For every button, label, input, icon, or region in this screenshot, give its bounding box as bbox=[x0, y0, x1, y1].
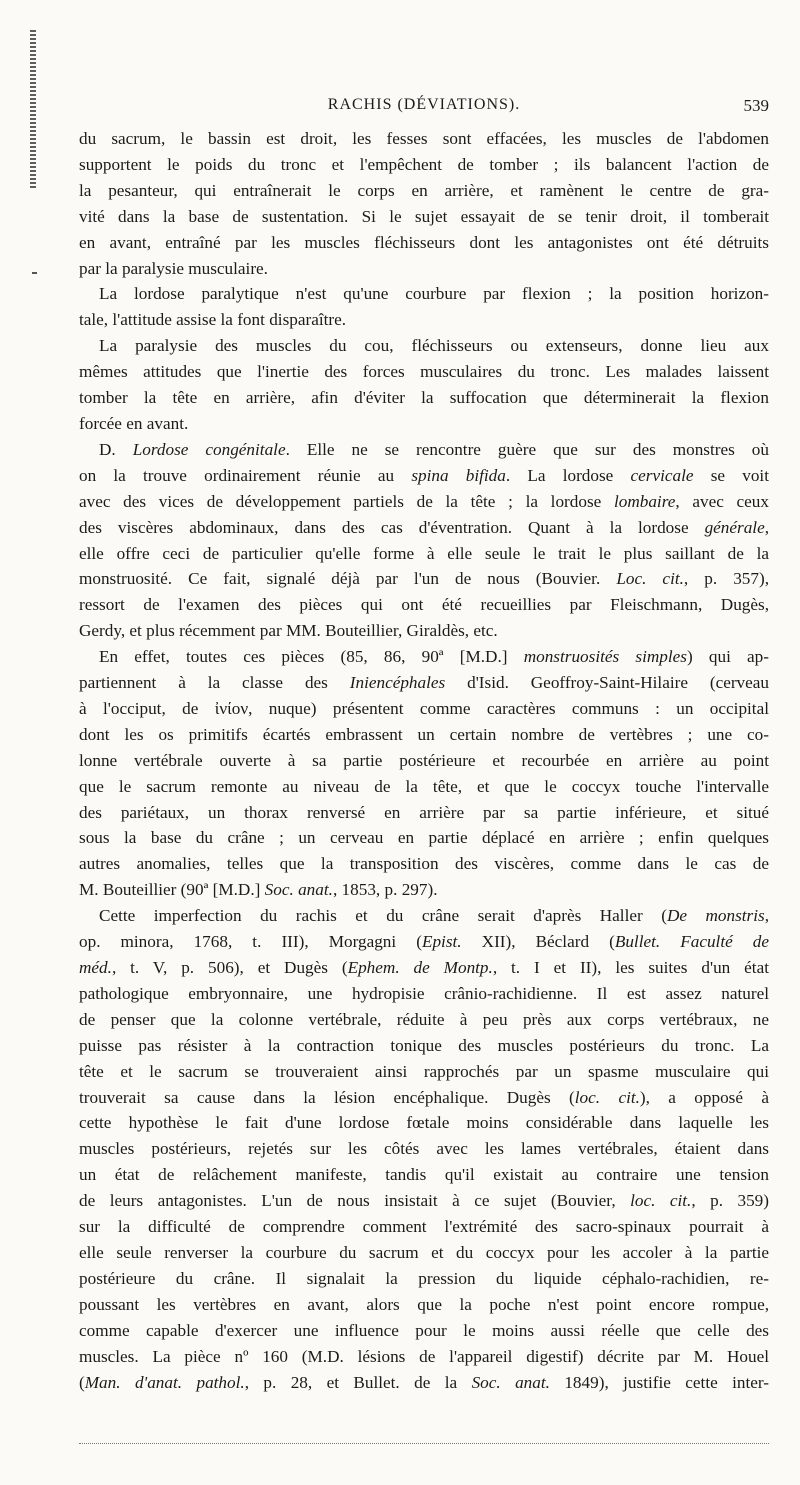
text-line: tête et le sacrum se trouveraient ainsi rapprochés par un spasme musculaire qui bbox=[79, 1061, 769, 1081]
text-line: D. Lordose congénitale. Elle ne se rencontre guère que sur des monstres où bbox=[99, 439, 769, 459]
running-title: RACHIS (DÉVIATIONS). bbox=[327, 96, 521, 113]
text-line: elle seule renverser la courbure du sacrum et du coccyx pour les accoler à la partie bbox=[79, 1242, 769, 1262]
body-text bbox=[79, 126, 769, 1395]
footer-rule bbox=[79, 1443, 769, 1444]
text-line: postérieure du crâne. Il signalait la pression du liquide céphalo-rachidien, re- bbox=[79, 1268, 769, 1288]
text-line: trouverait sa cause dans la lésion encéphalique. Dugès (loc. cit.), a opposé à bbox=[79, 1087, 769, 1107]
text-line: dont les os primitifs écartés embrassent un certain nombre de vertèbres ; une co- bbox=[79, 724, 769, 744]
text-line: des viscères abdominaux, dans des cas d'éventration. Quant à la lordose générale, bbox=[79, 517, 769, 537]
scan-edge-dot bbox=[32, 272, 37, 274]
text-line: des pariétaux, un thorax renversé en arrière par sa partie inférieure, et situé bbox=[79, 802, 769, 822]
text-line: tale, l'attitude assise la font disparaître. bbox=[79, 310, 347, 330]
text-line: de leurs antagonistes. L'un de nous insistait à ce sujet (Bouvier, loc. cit., p. 359) bbox=[79, 1191, 769, 1211]
text-line: que le sacrum remonte au niveau de la tête, et que le coccyx touche l'intervalle bbox=[79, 776, 769, 796]
text-line: ressort de l'examen des pièces qui ont été recueillies par Fleischmann, Dugès, bbox=[79, 595, 769, 615]
text-line: elle offre ceci de particulier qu'elle forme à elle seule le trait le plus saillant de la bbox=[79, 543, 769, 563]
text-line: avec des vices de développement partiels de la tête ; la lordose lombaire, avec ceux bbox=[79, 491, 769, 511]
text-line: La paralysie des muscles du cou, fléchisseurs ou extenseurs, donne lieu aux bbox=[99, 336, 769, 356]
text-line: un état de relâchement manifeste, tandis qu'il existait au contraire une tension bbox=[79, 1165, 769, 1185]
text-line: forcée en avant. bbox=[79, 413, 189, 433]
text-line: méd., t. V, p. 506), et Dugès (Ephem. de Montp., t. I et II), les suites d'un état bbox=[79, 958, 769, 977]
text-line: par la paralysie musculaire. bbox=[79, 258, 268, 278]
text-line: supportent le poids du tronc et l'empêchent de tomber ; ils balancent l'action de bbox=[79, 154, 769, 174]
text-line: on la trouve ordinairement réunie au spina bifida. La lordose cervicale se voit bbox=[79, 465, 769, 485]
text-line: (Man. d'anat. pathol., p. 28, et Bullet. de la Soc. anat. 1849), justifie cette inter- bbox=[79, 1372, 770, 1392]
text-line: sous la base du crâne ; un cerveau en partie déplacé en arrière ; enfin quelques bbox=[79, 828, 769, 848]
text-line: à l'occiput, de ἰνίον, nuque) présentent comme caractères communs : un occipital bbox=[79, 698, 769, 718]
text-line: la pesanteur, qui entraînerait le corps en arrière, et ramènent le centre de gra- bbox=[79, 180, 769, 200]
text-line: puisse pas résister à la contraction tonique des muscles postérieurs du tronc. La bbox=[79, 1035, 769, 1055]
text-line: monstruosité. Ce fait, signalé déjà par l'un de nous (Bouvier. Loc. cit., p. 357), bbox=[79, 569, 770, 589]
text-line: La lordose paralytique n'est qu'une courbure par flexion ; la position horizon- bbox=[99, 284, 769, 304]
text-line: op. minora, 1768, t. III), Morgagni (Epist. XII), Béclard (Bullet. Faculté de bbox=[79, 932, 770, 952]
text-line: poussant les vertèbres en avant, alors que la poche n'est point encore rompue, bbox=[79, 1294, 769, 1314]
text-line: muscles. La pièce nº 160 (M.D. lésions de l'appareil digestif) décrite par M. Houel bbox=[79, 1346, 769, 1366]
text-line: de penser que la colonne vertébrale, réduite à peu près aux corps vertébraux, ne bbox=[79, 1009, 769, 1029]
text-line: autres anomalies, telles que la transposition des viscères, comme dans le cas de bbox=[79, 854, 769, 874]
text-line: En effet, toutes ces pièces (85, 86, 90ª [M.D.] monstruosités simples) qui ap- bbox=[99, 647, 769, 667]
page-number: 539 bbox=[743, 96, 769, 115]
text-line: sur la difficulté de comprendre comment l'extrémité des sacro-spinaux pourrait à bbox=[79, 1217, 769, 1237]
text-line: M. Bouteillier (90ª [M.D.] Soc. anat., 1853, p. 297). bbox=[79, 880, 438, 900]
text-line: pathologique embryonnaire, une hydropisie crânio-rachidienne. Il est assez naturel bbox=[79, 983, 769, 1003]
text-line: cette hypothèse le fait d'une lordose fœtale moins considérable dans laquelle les bbox=[79, 1113, 769, 1133]
text-line: vité dans la base de sustentation. Si le sujet essayait de se tenir droit, il tomberait bbox=[79, 206, 769, 226]
text-line: muscles postérieurs, rejetés sur les côtés avec les lames vertébrales, étaient dans bbox=[79, 1139, 769, 1159]
text-line: comme capable d'exercer une influence pour le moins aussi réelle que celle des bbox=[79, 1320, 769, 1340]
text-line: Cette imperfection du rachis et du crâne serait d'après Haller (De monstris, bbox=[99, 906, 769, 926]
text-line: mêmes attitudes que l'inertie des forces musculaires du tronc. Les malades laissent bbox=[79, 362, 769, 382]
scan-edge-marks bbox=[30, 30, 36, 190]
text-line: partiennent à la classe des Iniencéphales d'Isid. Geoffroy-Saint-Hilaire (cerveau bbox=[79, 673, 769, 693]
text-line: en avant, entraîné par les muscles fléchisseurs dont les antagonistes ont été détruits bbox=[79, 232, 769, 252]
text-line: Gerdy, et plus récemment par MM. Bouteillier, Giraldès, etc. bbox=[79, 621, 498, 641]
running-head bbox=[79, 96, 769, 122]
text-line: tomber la tête en arrière, afin d'éviter la suffocation que déterminerait la flexion bbox=[79, 388, 769, 408]
text-line: lonne vertébrale ouverte à sa partie postérieure et recourbée en arrière au point bbox=[79, 750, 769, 770]
text-line: du sacrum, le bassin est droit, les fesses sont effacées, les muscles de l'abdomen bbox=[79, 129, 769, 148]
